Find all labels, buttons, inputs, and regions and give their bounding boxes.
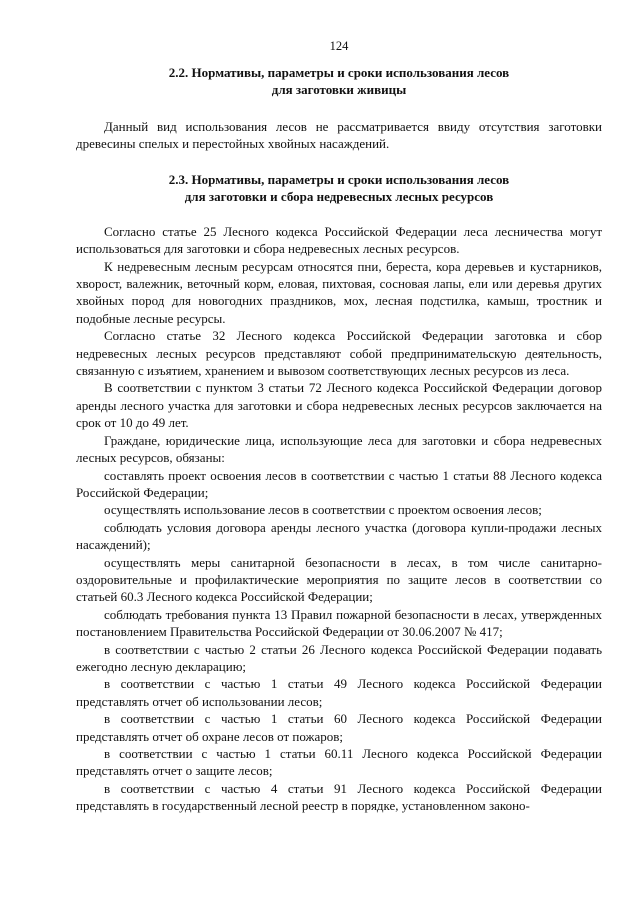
section-2-3-body: [76, 223, 602, 815]
list-item: осуществлять использование лесов в соответствии с проектом освоения лесов;: [104, 502, 542, 518]
list-item: в соответствии с частью 2 статьи 26 Лесного кодекса Российской Федерации подавать ежегодно лесную декларацию;: [76, 641, 602, 674]
paragraph: В соответствии с пунктом 3 статьи 72 Лесного кодекса Российской Федерации договор аренды лесного участка для заготовки и сбора недревесных лесных ресурсов заключается на срок от 10 до 49 лет.: [76, 380, 602, 431]
list-item: в соответствии с частью 1 статьи 60 Лесного кодекса Российской Федерации представлять отчет об охране лесов от пожаров;: [76, 711, 602, 744]
section-2-3-heading: [76, 171, 602, 205]
paragraph: Согласно статье 32 Лесного кодекса Российской Федерации заготовка и сбор недревесных лесных ресурсов представляют собой предпринимательскую деятельность, связанную с изъятием, хранением и вывозом соответствующих лесных ресурсов из леса.: [76, 328, 602, 379]
list-item: составлять проект освоения лесов в соответствии с частью 1 статьи 88 Лесного кодекса Российской Федерации;: [76, 467, 602, 500]
section-2-3-heading-line2: для заготовки и сбора недревесных лесных ресурсов: [184, 188, 494, 204]
list-item: в соответствии с частью 1 статьи 60.11 Лесного кодекса Российской Федерации представлять отчет о защите лесов;: [76, 746, 602, 779]
section-2-3-heading-line1: 2.3. Нормативы, параметры и сроки использования лесов: [168, 171, 510, 187]
section-2-2-paragraph: Данный вид использования лесов не рассматривается ввиду отсутствия заготовки древесины спелых и перестойных хвойных насаждений.: [76, 119, 602, 152]
document-page: [76, 38, 602, 815]
paragraph: Граждане, юридические лица, использующие леса для заготовки и сбора недревесных лесных ресурсов, обязаны:: [76, 432, 602, 466]
list-item: в соответствии с частью 4 статьи 91 Лесного кодекса Российской Федерации представлять в государственный лесной реестр в порядке, установленном законо-: [76, 780, 602, 814]
list-item: осуществлять меры санитарной безопасности в лесах, в том числе санитарно-оздоровительные и профилактические мероприятия по защите лесов в соответствии со статьей 60.3 Лесного кодекса Российской Федерации;: [76, 554, 602, 605]
page-number: 124: [329, 39, 349, 53]
list-item: соблюдать условия договора аренды лесного участка (договора купли-продажи лесных насаждений);: [76, 519, 602, 553]
section-2-2-heading-line1: 2.2. Нормативы, параметры и сроки использования лесов: [168, 65, 510, 80]
paragraph: К недревесным лесным ресурсам относятся пни, береста, кора деревьев и кустарников, хворост, валежник, веточный корм, еловая, пихтовая, сосновая лапы, ели или деревья других хвойных пород для новогодних праздников, мох, лесная подстилка, камыш, тростник и подобные лесные ресурсы.: [76, 258, 602, 326]
section-2-2-heading-line2: для заготовки живицы: [271, 82, 407, 97]
list-item: в соответствии с частью 1 статьи 49 Лесного кодекса Российской Федерации представлять отчет об использовании лесов;: [76, 676, 602, 709]
paragraph: Согласно статье 25 Лесного кодекса Российской Федерации леса лесничества могут использоваться для заготовки и сбора недревесных лесных ресурсов.: [76, 223, 602, 257]
list-item: соблюдать требования пункта 13 Правил пожарной безопасности в лесах, утвержденных постановлением Правительства Российской Федерации от 30.06.2007 № 417;: [76, 606, 602, 640]
section-2-2-heading: [76, 64, 602, 98]
